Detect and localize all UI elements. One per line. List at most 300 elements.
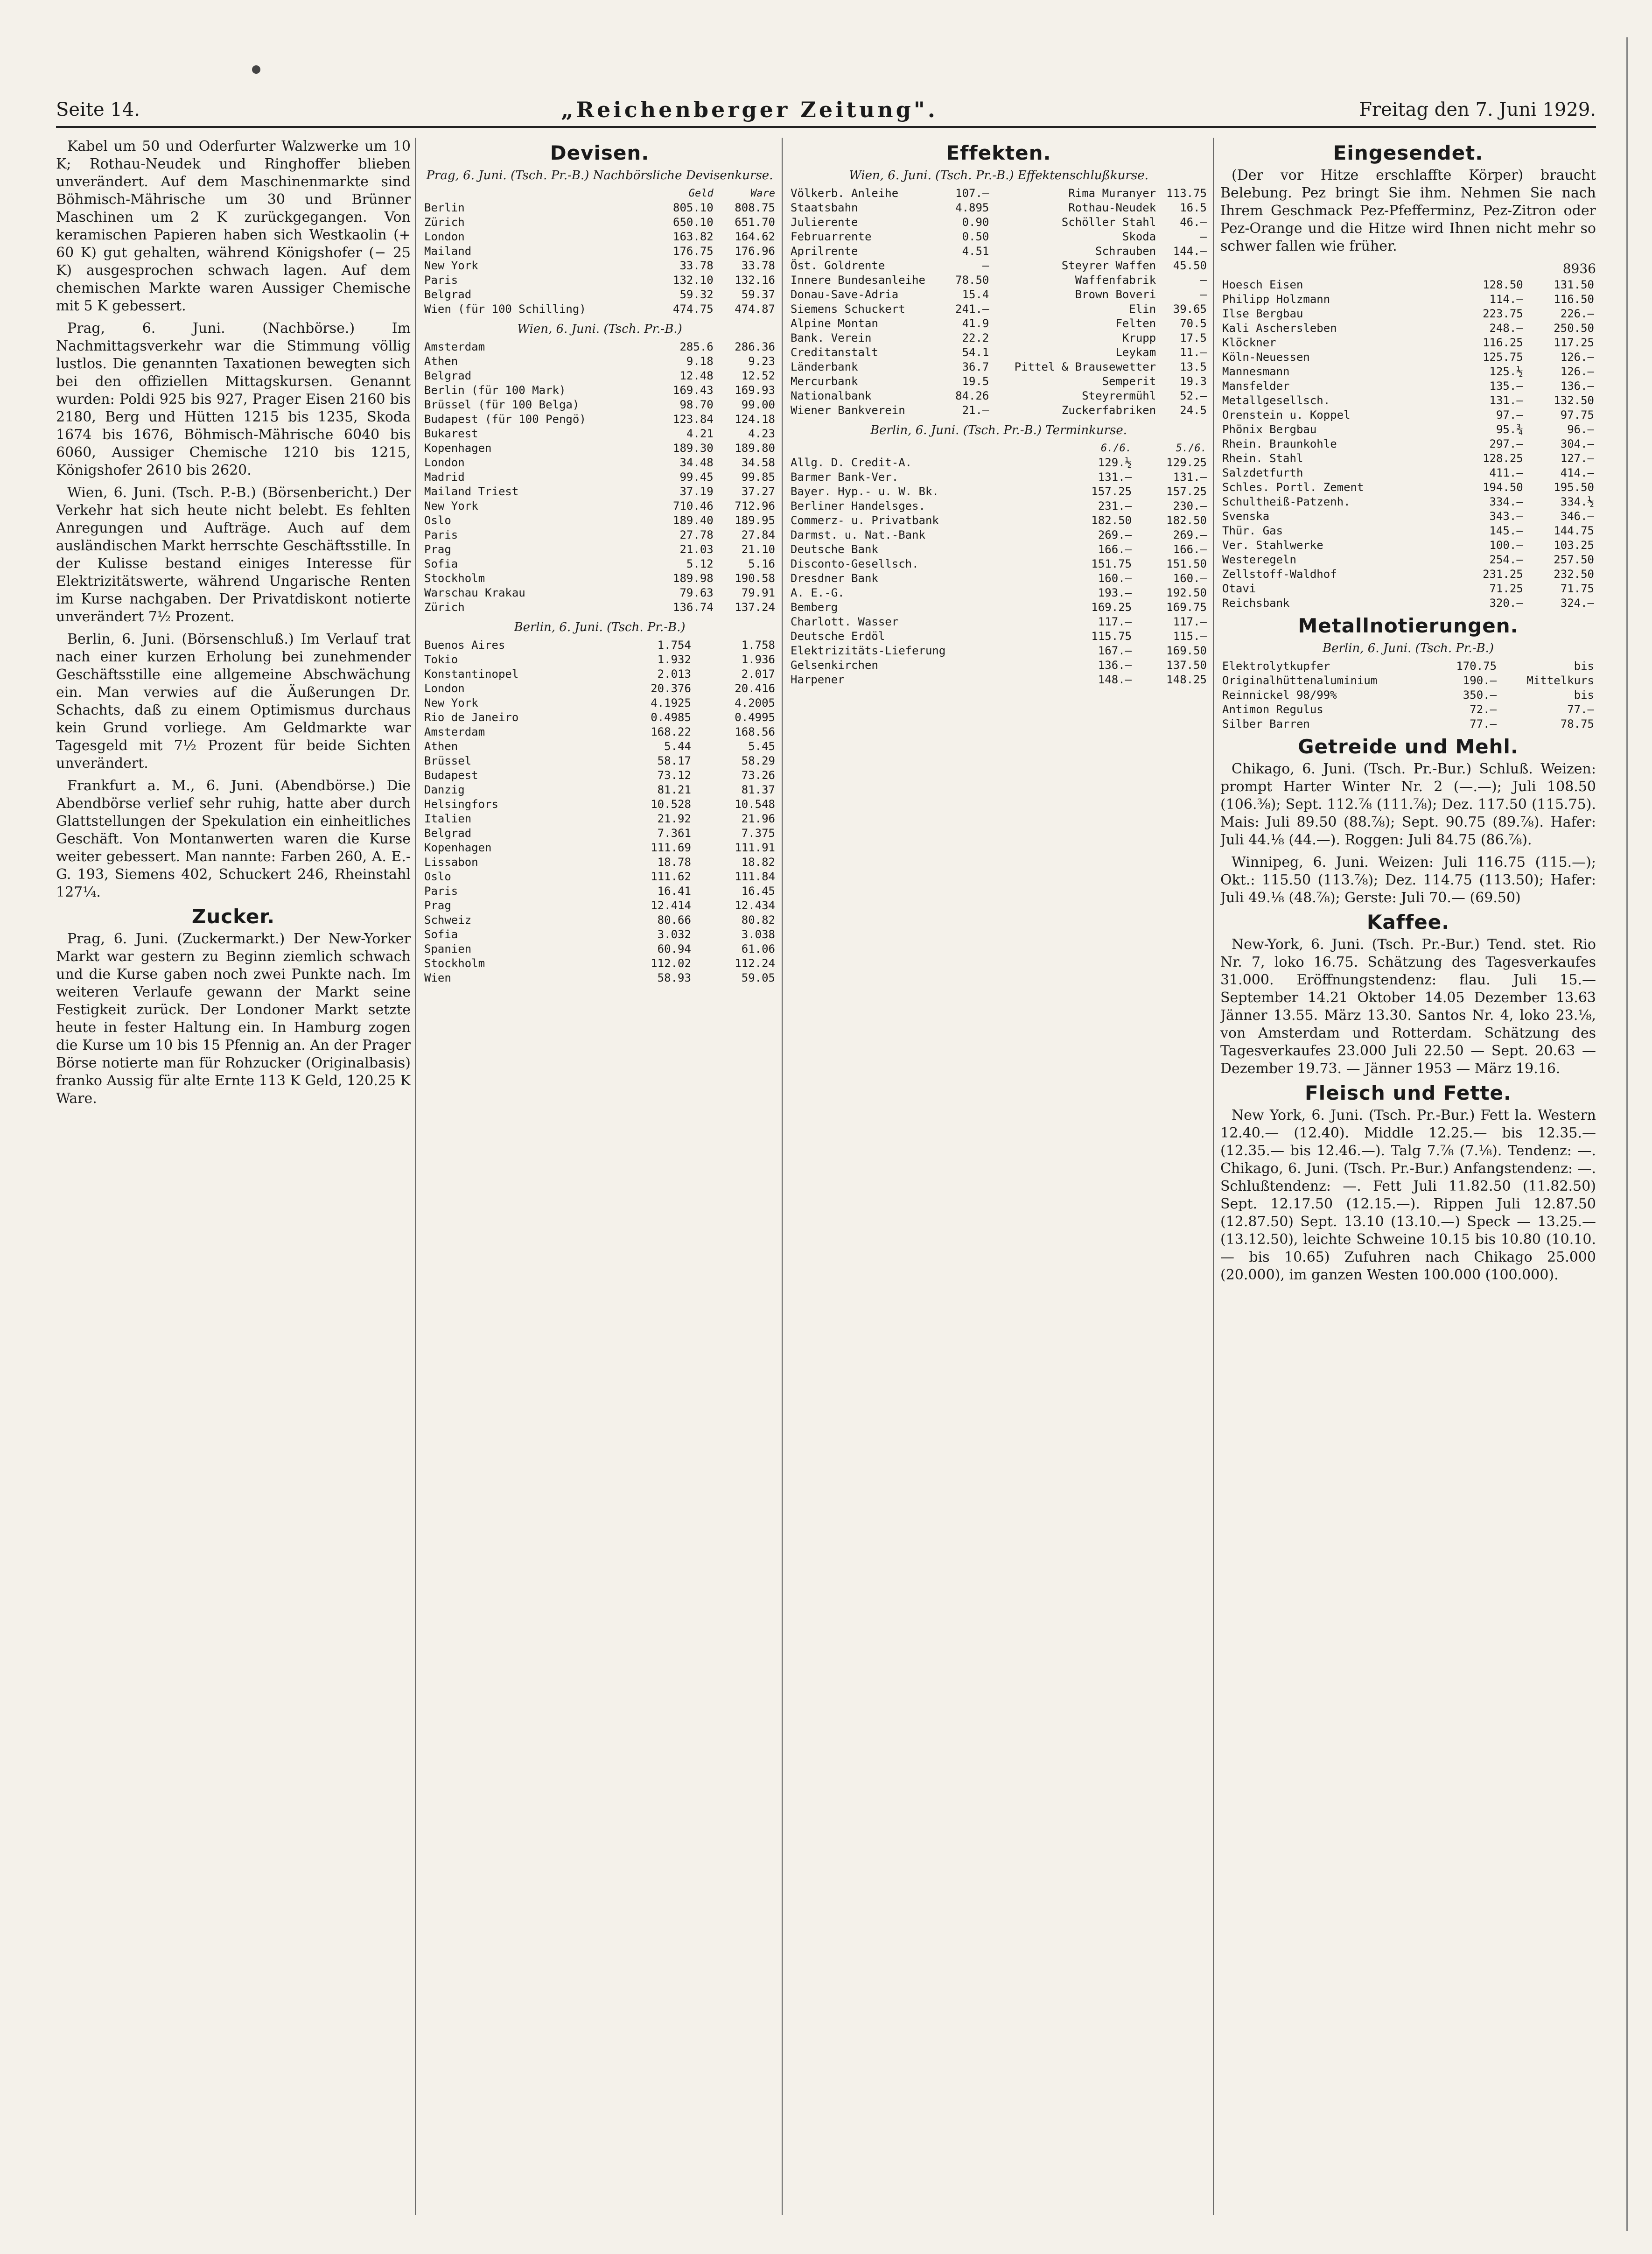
quote-row [789, 288, 1209, 302]
row-label: Länderbank [791, 360, 858, 373]
row-value: 36.7 [962, 360, 989, 373]
row-value: 230.— [1173, 499, 1207, 513]
quote-table [789, 186, 1209, 418]
row-value: 1.932 [657, 653, 691, 666]
row-value: 1.754 [657, 639, 691, 652]
row-label: Commerz- u. Privatbank [791, 514, 939, 527]
row-label: Rio de Janeiro [424, 711, 519, 724]
row-label: Deutsche Erdöl [791, 630, 885, 643]
row-label: Wien (für 100 Schilling) [424, 302, 586, 316]
row-value: 650.10 [673, 216, 714, 229]
subheading: Prag, 6. Juni. (Tsch. Pr.-B.) Nachbörsliche Devisenkurse. [426, 169, 773, 183]
row-value: 81.21 [657, 783, 691, 796]
row-value: 3.038 [741, 928, 775, 941]
row-label: Wien [424, 971, 451, 984]
row-value: Pittel & Brausewetter [1014, 360, 1156, 373]
row-value: 129.½ [1098, 456, 1132, 469]
row-label: Metallgesellsch. [1222, 394, 1330, 407]
row-label: Rhein. Braunkohle [1222, 437, 1337, 450]
row-label: Deutsche Bank [791, 543, 878, 556]
row-value: bis [1574, 688, 1594, 702]
row-label: Bank. Verein [791, 331, 872, 344]
row-value: 168.22 [651, 725, 691, 738]
row-value: 231.— [1098, 499, 1132, 513]
page-number: Seite 14. [56, 99, 140, 120]
row-label: Sofia [424, 557, 458, 570]
row-value: 160.— [1098, 572, 1132, 585]
article-paragraph: Chikago, 6. Juni. (Tsch. Pr.-Bur.) Schluß. Weizen: prompt Harter Winter Nr. 2 (—.—); Juli 108.50 (106.⅜); Sept. 112.⅞ (111.⅞); Dez. 117.50 (115.75). Mais: Juli 89.50 (88.⅞); Sept. 90.75 (89.⅞). Hafer: Juli 44.⅛ (44.—). Roggen: Juli 84.75 (86.⅞). [1220, 761, 1596, 848]
row-label: Budapest [424, 769, 478, 782]
advertisement-code: 8936 [1562, 261, 1596, 276]
quote-row [1220, 538, 1596, 553]
quote-table [789, 441, 1209, 687]
row-label: Zellstoff-Waldhof [1222, 568, 1337, 581]
row-value: Skoda [1122, 230, 1156, 243]
row-value: 81.37 [741, 783, 775, 796]
row-value: — [982, 259, 989, 272]
row-value: 116.50 [1554, 293, 1594, 306]
row-value: 5.16 [748, 557, 775, 570]
quote-row [422, 259, 777, 273]
row-value: 72.— [1470, 703, 1497, 716]
row-value: 1.758 [741, 639, 775, 652]
quote-row [1220, 480, 1596, 495]
row-label: Brüssel (für 100 Belga) [424, 398, 580, 411]
row-value: 112.24 [735, 957, 775, 970]
row-label: Kopenhagen [424, 442, 492, 455]
row-value: 163.82 [673, 230, 714, 243]
quote-row [1220, 596, 1596, 611]
row-value: Elin [1129, 302, 1156, 316]
column-divider [1213, 138, 1214, 2215]
row-value: 132.50 [1554, 394, 1594, 407]
quote-row [789, 244, 1209, 259]
row-label: Berlin [424, 201, 465, 214]
row-value: 39.65 [1173, 302, 1207, 316]
row-label: Mailand Triest [424, 485, 519, 498]
row-value: 71.75 [1560, 582, 1594, 595]
row-label: Ilse Bergbau [1222, 307, 1303, 320]
row-value: 343.— [1489, 510, 1523, 523]
row-value: 5.12 [686, 557, 714, 570]
quote-row [789, 374, 1209, 389]
article-paragraph: Prag, 6. Juni. (Nachbörse.) Im Nachmittagsverkehr war die Stimmung völlig lustlos. Die genannten Taxationen bewegten sich bei den offiziellen Mittagskursen. Genannt wurden: Poldi 925 bis 927, Prager Eisen 2160 bis 2180, Berg und Hütten 1215 bis 1235, Skoda 1674 bis 1676, Böhmisch-Mährische 6040 bis 6060, Aussiger Chemische 1210 bis 1215, Königshofer 2610 bis 2620. [56, 320, 411, 478]
quote-row [422, 557, 777, 571]
row-value: 144.— [1173, 245, 1207, 258]
row-value: 128.50 [1483, 278, 1523, 291]
row-value: 77.— [1567, 703, 1594, 716]
quote-row [422, 841, 777, 855]
row-label: Athen [424, 740, 458, 753]
row-label: Paris [424, 274, 458, 287]
section-heading-effekten: Effekten. [946, 141, 1051, 164]
row-value: 4.2005 [735, 696, 775, 709]
row-label: Mansfelder [1222, 379, 1290, 393]
quote-row [422, 653, 777, 667]
row-value: — [1200, 230, 1207, 243]
row-value: Semperit [1102, 375, 1156, 388]
row-value: 166.— [1173, 543, 1207, 556]
article-paragraph: Prag, 6. Juni. (Zuckermarkt.) Der New-Yorker Markt war gestern zu Beginn ziemlich schwach und die Kurse gaben noch zwei Punkte nach. Im weiteren Verlaufe gewann der Markt seine Festigkeit zurück. Der Londoner Markt setzte heute in fester Haltung ein. In Hamburg zogen die Kurse um 10 bis 15 Pfennig an. An der Prager Börse notierte man für Rohzucker (Originalbasis) franko Aussig für alte Ernte 113 K Geld, 120.25 K Ware. [56, 931, 411, 1107]
row-value: 54.1 [962, 346, 989, 359]
row-label: Ver. Stahlwerke [1222, 539, 1323, 552]
row-value: 0.50 [962, 230, 989, 243]
row-label: Danzig [424, 783, 465, 796]
row-value: 111.91 [735, 841, 775, 854]
quote-row [422, 369, 777, 383]
row-value: 16.5 [1180, 201, 1207, 214]
quote-row [789, 513, 1209, 528]
row-value: 33.78 [741, 259, 775, 272]
quote-row [422, 638, 777, 653]
row-value: 131.— [1173, 470, 1207, 484]
quote-row [1220, 336, 1596, 350]
row-value: Felten [1115, 317, 1156, 330]
row-value: 131.— [1098, 470, 1132, 484]
row-value: 46.— [1180, 216, 1207, 229]
row-value: 712.96 [735, 499, 775, 513]
row-label: Warschau Krakau [424, 586, 525, 599]
row-value: 411.— [1489, 466, 1523, 479]
row-label: Sofia [424, 928, 458, 941]
column-header: Ware [750, 188, 775, 199]
row-value: 169.50 [1166, 644, 1207, 657]
row-label: Originalhüttenaluminium [1222, 674, 1378, 687]
row-label: Silber Barren [1222, 717, 1310, 730]
subheading: Berlin, 6. Juni. (Tsch. Pr.-B.) [514, 620, 686, 634]
row-value: 160.— [1173, 572, 1207, 585]
quote-row [422, 470, 777, 485]
row-value: 182.50 [1166, 514, 1207, 527]
row-value: 4.23 [748, 427, 775, 440]
row-label: Berlin (für 100 Mark) [424, 384, 566, 397]
row-label: Oslo [424, 514, 451, 527]
row-value: 16.45 [741, 885, 775, 898]
row-value: 24.5 [1180, 404, 1207, 417]
row-value: 21.92 [657, 812, 691, 825]
row-value: 4.21 [686, 427, 714, 440]
row-label: London [424, 456, 465, 469]
quote-row [1220, 350, 1596, 365]
row-value: 45.50 [1173, 259, 1207, 272]
row-value: 107.— [955, 187, 989, 200]
row-value: 73.12 [657, 769, 691, 782]
row-value: 231.25 [1483, 568, 1523, 581]
row-value: 21.03 [679, 543, 714, 556]
row-value: 80.82 [741, 913, 775, 927]
row-value: 73.26 [741, 769, 775, 782]
row-label: Aprilrente [791, 245, 858, 258]
row-label: Darmst. u. Nat.-Bank [791, 528, 925, 541]
row-value: 126.— [1560, 365, 1594, 378]
row-value: 10.528 [651, 798, 691, 811]
row-value: 97.— [1496, 408, 1523, 421]
row-label: Belgrad [424, 369, 472, 382]
quote-row [422, 768, 777, 783]
row-value: 95.¾ [1496, 423, 1523, 436]
quote-row [1220, 702, 1596, 717]
column-devisen [422, 138, 777, 2215]
row-value: 135.— [1489, 379, 1523, 393]
row-value: 78.75 [1560, 717, 1594, 730]
quote-row [789, 316, 1209, 331]
row-value: 169.25 [1091, 601, 1132, 614]
row-value: 12.434 [735, 899, 775, 912]
row-value: 350.— [1463, 688, 1497, 702]
row-value: 0.4995 [735, 711, 775, 724]
row-value: 474.75 [673, 302, 714, 316]
quote-row [789, 600, 1209, 615]
quote-row [1220, 582, 1596, 596]
quote-row [422, 201, 777, 215]
quote-row [422, 340, 777, 354]
section-heading-metall: Metallnotierungen. [1298, 614, 1519, 637]
row-label: Barmer Bank-Ver. [791, 470, 899, 484]
article-paragraph: Frankfurt a. M., 6. Juni. (Abendbörse.) Die Abendbörse verlief sehr ruhig, hatte aber durch Glattstellungen der Spekulation ein einheitliches Geschäft. Von Montanwerten waren die Kurse weiter gebessert. Man nannte: Farben 260, A. E.-G. 193, Siemens 402, Schuckert 246, Rheinstahl 127¼. [56, 778, 411, 900]
row-value: 16.41 [657, 885, 691, 898]
row-value: 126.— [1560, 351, 1594, 364]
row-value: 111.69 [651, 841, 691, 854]
quote-row [789, 186, 1209, 201]
article-paragraph: Berlin, 6. Juni. (Börsenschluß.) Im Verlauf trat nach einer kurzen Erholung bei zunehmender Geschäftsstille eine allgemeine Abschwächung ein. Man verwies auf die Äußerungen Dr. Schachts, daß zu einem Optimismus durchaus kein Grund vorliege. Am Geldmarkte war Tagesgeld mit 7½ Prozent für beide Sichten unverändert. [56, 631, 411, 772]
row-label: Donau-Save-Adria [791, 288, 899, 301]
row-value: 269.— [1098, 528, 1132, 541]
subheading: Berlin, 6. Juni. (Tsch. Pr.-B.) [1322, 641, 1494, 655]
row-value: 189.98 [673, 572, 714, 585]
quote-row [422, 870, 777, 884]
quote-row [1220, 509, 1596, 524]
quote-row [789, 345, 1209, 360]
row-value: 136.— [1560, 379, 1594, 393]
row-value: 21.— [962, 404, 989, 417]
column-header: 5./6. [1176, 442, 1207, 454]
quote-row [789, 331, 1209, 345]
subheading: Wien, 6. Juni. (Tsch. Pr.-B.) [517, 322, 682, 336]
row-value: 137.24 [735, 601, 775, 614]
article-paragraph: New York, 6. Juni. (Tsch. Pr.-Bur.) Fett la. Western 12.40.— (12.40). Middle 12.25.— bis 12.35.— (12.35.— bis 12.46.—). Talg 7.⅞ (7.⅛). Tendenz: —. Chikago, 6. Juni. (Tsch. Pr.-Bur.) Anfangstendenz: —. Schlußtendenz: —. Fett Juli 11.82.50 (11.82.50) Sept. 12.17.50 (12.15.—). Rippen Juli 12.87.50 (12.87.50) Sept. 13.10 (13.10.—) Speck — 13.25.— (13.12.50), leichte Schweine 10.15 bis 10.80 (10.10.— bis 10.65) Zufuhren nach Chikago 25.000 (20.000), im ganzen Westen 100.000 (100.000). [1220, 1107, 1596, 1283]
row-value: 137.50 [1166, 659, 1207, 672]
row-label: Stockholm [424, 572, 485, 585]
row-value: Rothau-Neudek [1068, 201, 1156, 214]
quote-row [1220, 524, 1596, 538]
row-value: 5.44 [664, 740, 691, 753]
section-heading-fleisch: Fleisch und Fette. [1305, 1081, 1512, 1104]
row-value: 169.43 [673, 384, 714, 397]
row-label: Lissabon [424, 856, 478, 869]
quote-row [789, 499, 1209, 513]
row-value: 2.013 [657, 667, 691, 681]
row-label: Salzdetfurth [1222, 466, 1303, 479]
row-value: 99.45 [679, 470, 714, 484]
row-value: 269.— [1173, 528, 1207, 541]
row-value: 124.18 [735, 413, 775, 426]
quote-row [1220, 659, 1596, 674]
row-value: Krupp [1122, 331, 1156, 344]
row-value: 176.96 [735, 245, 775, 258]
quote-row [422, 956, 777, 971]
quote-row [1220, 278, 1596, 292]
row-value: 136.74 [673, 601, 714, 614]
quote-row [422, 441, 777, 456]
row-label: Antimon Regulus [1222, 703, 1323, 716]
row-value: 116.25 [1483, 336, 1523, 349]
quote-row [422, 302, 777, 316]
row-value: 22.2 [962, 331, 989, 344]
row-value: 58.17 [657, 754, 691, 767]
row-label: Staatsbahn [791, 201, 858, 214]
row-value: 145.— [1489, 524, 1523, 537]
row-label: Elektrolytkupfer [1222, 660, 1330, 673]
row-value: 148.— [1098, 673, 1132, 686]
quote-row [1220, 466, 1596, 480]
row-value: 4.51 [962, 245, 989, 258]
row-value: 132.10 [673, 274, 714, 287]
quote-row [789, 230, 1209, 244]
quote-row [1220, 717, 1596, 731]
quote-row [789, 571, 1209, 586]
column-effekten [789, 138, 1209, 2215]
row-value: 805.10 [673, 201, 714, 214]
row-label: A. E.-G. [791, 586, 845, 599]
subheading: Berlin, 6. Juni. (Tsch. Pr.-B.) Terminkurse. [870, 423, 1127, 437]
row-value: 7.375 [741, 827, 775, 840]
row-value: 257.50 [1554, 553, 1594, 566]
row-value: 12.48 [679, 369, 714, 382]
row-value: 151.50 [1166, 557, 1207, 570]
row-value: 136.— [1098, 659, 1132, 672]
row-value: 241.— [955, 302, 989, 316]
row-value: 189.80 [735, 442, 775, 455]
quote-row [1220, 495, 1596, 509]
quote-row [789, 673, 1209, 687]
quote-row [422, 725, 777, 739]
quote-row [789, 273, 1209, 288]
row-value: 334.½ [1560, 495, 1594, 508]
column-divider [415, 138, 416, 2215]
row-label: Westeregeln [1222, 553, 1296, 566]
row-value: 117.25 [1554, 336, 1594, 349]
row-value: 254.— [1489, 553, 1523, 566]
quote-row [1220, 292, 1596, 307]
row-value: 79.63 [679, 586, 714, 599]
row-value: 4.895 [955, 201, 989, 214]
row-label: Mannesmann [1222, 365, 1290, 378]
quote-row [789, 470, 1209, 485]
row-value: Mittelkurs [1526, 674, 1594, 687]
row-value: 112.02 [651, 957, 691, 970]
quote-row [1220, 393, 1596, 408]
row-label: Reichsbank [1222, 597, 1290, 610]
quote-row [1220, 688, 1596, 702]
section-heading-kaffee: Kaffee. [1366, 911, 1450, 934]
quote-row [422, 739, 777, 754]
row-value: Steyrermühl [1082, 389, 1156, 402]
row-value: 151.75 [1091, 557, 1132, 570]
quote-row [789, 658, 1209, 673]
row-value: 117.— [1173, 615, 1207, 628]
row-value: 19.5 [962, 375, 989, 388]
row-value: 304.— [1560, 437, 1594, 450]
row-value: 474.87 [735, 302, 775, 316]
quote-table [1220, 278, 1596, 611]
row-label: Prag [424, 543, 451, 556]
row-label: Innere Bundesanleihe [791, 274, 925, 287]
quote-table [422, 638, 777, 985]
row-value: 9.23 [748, 355, 775, 368]
article-paragraph: Winnipeg, 6. Juni. Weizen: Juli 116.75 (115.—); Okt.: 115.50 (113.⅞); Dez. 114.75 (113.50); Hafer: Juli 49.⅛ (48.⅞); Gerste: Juli 70.— (69.50) [1220, 854, 1596, 906]
row-value: 117.— [1098, 615, 1132, 628]
row-value: 320.— [1489, 597, 1523, 610]
row-label: Creditanstalt [791, 346, 878, 359]
issue-date: Freitag den 7. Juni 1929. [1359, 99, 1596, 120]
section-heading-zucker: Zucker. [191, 905, 275, 928]
row-label: Zürich [424, 601, 465, 614]
quote-row [422, 783, 777, 797]
row-value: 11.— [1180, 346, 1207, 359]
row-value: 97.75 [1560, 408, 1594, 421]
row-label: Otavi [1222, 582, 1256, 595]
row-label: Gelsenkirchen [791, 659, 878, 672]
quote-row [789, 403, 1209, 418]
row-label: Athen [424, 355, 458, 368]
row-label: Völkerb. Anleihe [791, 187, 899, 200]
row-value: 286.36 [735, 340, 775, 353]
row-value: 103.25 [1554, 539, 1594, 552]
article-paragraph: Kabel um 50 und Oderfurter Walzwerke um 10 K; Rothau-Neudek und Ringhoffer blieben unverändert. Auf dem Maschinenmarkte sind Böhmisch-Mährische um 30 und Brünner Maschinen um 2 K zurückgegangen. Von keramischen Papieren haben sich Westkaolin (+ 60 K) gut gehalten, während Königshofer (− 25 K) ausgesprochen schwach lagen. Auf dem chemischen Markte waren Aussiger Chemische mit 5 K gebessert. [56, 138, 411, 314]
row-value: 0.4985 [651, 711, 691, 724]
row-label: Thür. Gas [1222, 524, 1283, 537]
row-value: 99.85 [741, 470, 775, 484]
quote-row [422, 855, 777, 870]
row-label: Hoesch Eisen [1222, 278, 1303, 291]
row-label: Disconto-Gesellsch. [791, 557, 919, 570]
quote-row [422, 710, 777, 725]
row-label: Harpener [791, 673, 845, 686]
row-value: 12.52 [741, 369, 775, 382]
quote-row [1220, 379, 1596, 393]
row-label: Prag [424, 899, 451, 912]
quote-row [789, 456, 1209, 470]
row-value: 169.75 [1166, 601, 1207, 614]
row-value: 37.19 [679, 485, 714, 498]
row-label: Budapest (für 100 Pengö) [424, 413, 586, 426]
row-value: 194.50 [1483, 481, 1523, 494]
row-label: Öst. Goldrente [791, 259, 885, 272]
quote-row [422, 884, 777, 899]
row-value: Schrauben [1095, 245, 1156, 258]
quote-row [1220, 321, 1596, 336]
row-value: 18.82 [741, 856, 775, 869]
row-label: Februarrente [791, 230, 872, 243]
quote-row [422, 485, 777, 499]
section-heading-eingesendet: Eingesendet. [1333, 141, 1484, 164]
row-value: 189.95 [735, 514, 775, 527]
row-label: Spanien [424, 942, 472, 955]
row-value: Waffenfabrik [1075, 274, 1156, 287]
quote-row [1220, 365, 1596, 379]
row-label: Brüssel [424, 754, 472, 767]
row-value: 70.5 [1180, 317, 1207, 330]
row-value: 37.27 [741, 485, 775, 498]
row-value: 34.58 [741, 456, 775, 469]
column-header: 6./6. [1100, 442, 1132, 454]
quote-row [422, 427, 777, 441]
row-value: 77.— [1470, 717, 1497, 730]
quote-row [422, 696, 777, 710]
quote-row [1220, 408, 1596, 422]
row-value: 33.78 [679, 259, 714, 272]
row-value: 13.5 [1180, 360, 1207, 373]
